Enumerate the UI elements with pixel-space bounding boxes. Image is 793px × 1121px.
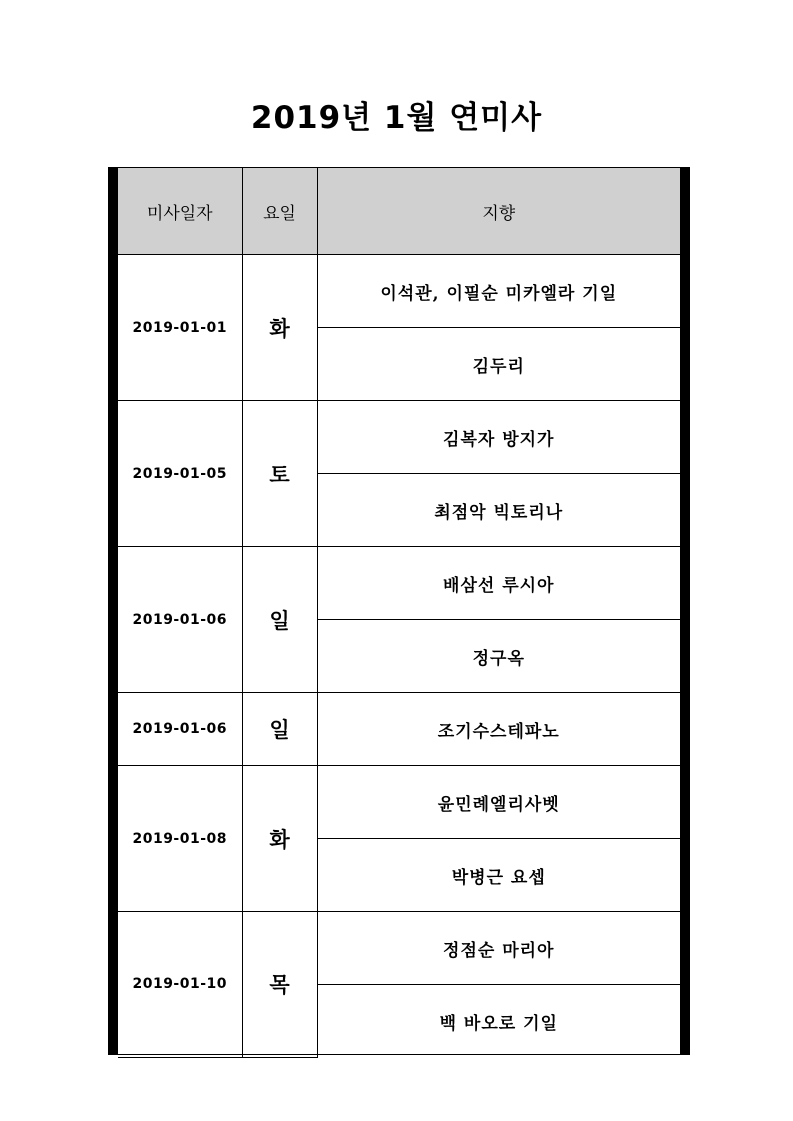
header-day: 요일 bbox=[242, 168, 317, 255]
mass-intention: 김복자 방지가 bbox=[317, 401, 680, 474]
mass-intention: 박병근 요셉 bbox=[317, 839, 680, 912]
mass-date: 2019-01-05 bbox=[118, 401, 242, 547]
table-row bbox=[118, 401, 680, 474]
table-row bbox=[118, 766, 680, 839]
page-title: 2019년 1월 연미사 bbox=[250, 100, 543, 136]
table-row bbox=[118, 912, 680, 985]
mass-date: 2019-01-08 bbox=[118, 766, 242, 912]
mass-day: 화 bbox=[242, 766, 317, 912]
mass-intention: 최점악 빅토리나 bbox=[317, 474, 680, 547]
mass-intention: 이석관, 이필순 미카엘라 기일 bbox=[317, 255, 680, 328]
table-row bbox=[118, 547, 680, 620]
table-header-row bbox=[118, 168, 680, 255]
mass-day: 토 bbox=[242, 401, 317, 547]
mass-intention: 김두리 bbox=[317, 328, 680, 401]
header-date: 미사일자 bbox=[118, 168, 242, 255]
mass-date: 2019-01-10 bbox=[118, 912, 242, 1058]
table-row bbox=[118, 693, 680, 766]
mass-table bbox=[118, 168, 680, 1058]
mass-intention: 윤민례엘리사벳 bbox=[317, 766, 680, 839]
mass-day: 목 bbox=[242, 912, 317, 1058]
table-row bbox=[118, 255, 680, 328]
mass-day: 일 bbox=[242, 547, 317, 693]
mass-intention: 정구옥 bbox=[317, 620, 680, 693]
mass-day: 화 bbox=[242, 255, 317, 401]
mass-table-frame bbox=[108, 167, 690, 1055]
mass-intention: 배삼선 루시아 bbox=[317, 547, 680, 620]
header-intention: 지향 bbox=[317, 168, 680, 255]
mass-day: 일 bbox=[242, 693, 317, 766]
mass-date: 2019-01-01 bbox=[118, 255, 242, 401]
mass-date: 2019-01-06 bbox=[118, 693, 242, 766]
mass-intention: 조기수스테파노 bbox=[317, 693, 680, 766]
mass-intention: 정점순 마리아 bbox=[317, 912, 680, 985]
mass-intention: 백 바오로 기일 bbox=[317, 985, 680, 1058]
mass-date: 2019-01-06 bbox=[118, 547, 242, 693]
